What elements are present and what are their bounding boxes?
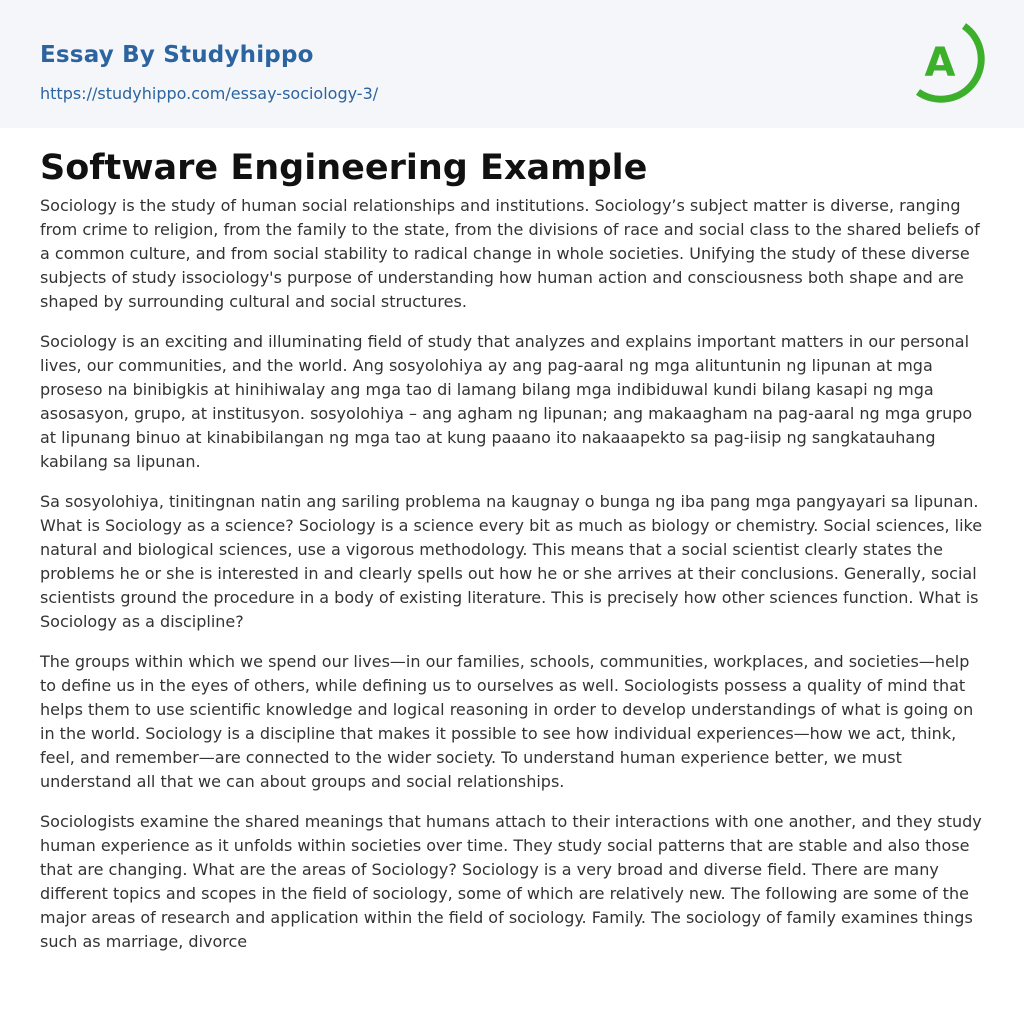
paragraph-2: Sociology is an exciting and illuminating field of study that analyzes and explains important matters in our personal lives, our communities, and the world. Ang sosyolohiya ay ang pag-aaral ng mga alituntunin ng lipunan at mga proseso na binibigkis at hinihiwalay ang mga tao di lamang bilang mga indibiduwal kundi bilang kasapi ng mga asosasyon, grupo, at institusyon. sosyolohiya – ang agham ng lipunan; ang makaagham na pag-aaral ng mga grupo at lipunang binuo at kinabibilangan ng mga tao at kung paaano ito nakaaapekto sa pag-iisip ng sangkatauhang kabilang sa lipunan. (40, 332, 973, 471)
page-title: Software Engineering Example (40, 148, 648, 188)
article-body (40, 194, 984, 970)
paragraph-4: The groups within which we spend our lives—in our families, schools, communities, workplaces, and societies—help to define us in the eyes of others, while defining us to ourselves as well. Sociologists possess a quality of mind that helps them to use scientific knowledge and logical reasoning in order to develop understandings of what is going on in the world. Sociology is a discipline that makes it possible to see how individual experiences—how we act, think, feel, and remember—are connected to the wider society. To understand human experience better, we must understand all that we can about groups and social relationships. (40, 652, 974, 791)
paragraph-1: Sociology is the study of human social relationships and institutions. Sociology’s subject matter is diverse, ranging from crime to religion, from the family to the state, from the divisions of race and social class to the shared beliefs of a common culture, and from social stability to radical change in whole societies. Unifying the study of these diverse subjects of study issociology's purpose of understanding how human action and consciousness both shape and are shaped by surrounding cultural and social structures. (40, 196, 980, 311)
source-url-link[interactable]: https://studyhippo.com/essay-sociology-3/ (40, 84, 379, 103)
paragraph-5: Sociologists examine the shared meanings that humans attach to their interactions with one another, and they study human experience as it unfolds within societies over time. They study social patterns that are stable and also those that are changing. What are the areas of Sociology? Sociology is a very broad and diverse field. There are many different topics and scopes in the field of sociology, some of which are relatively new. The following are some of the major areas of research and application within the field of sociology. Family. The sociology of family examines things such as marriage, divorce (40, 812, 982, 951)
studyhippo-logo-icon[interactable] (908, 18, 988, 106)
logo-letter: A (924, 40, 956, 86)
brand-title[interactable]: Essay By Studyhippo (40, 42, 314, 68)
paragraph-3: Sa sosyolohiya, tinitingnan natin ang sariling problema na kaugnay o bunga ng iba pang mga pangyayari sa lipunan. What is Sociology as a science? Sociology is a science every bit as much as biology or chemistry. Social sciences, like natural and biological sciences, use a vigorous methodology. This means that a social scientist clearly states the problems he or she is interested in and clearly spells out how he or she arrives at their conclusions. Generally, social scientists ground the procedure in a body of existing literature. This is precisely how other sciences function. What is Sociology as a discipline? (40, 492, 983, 631)
